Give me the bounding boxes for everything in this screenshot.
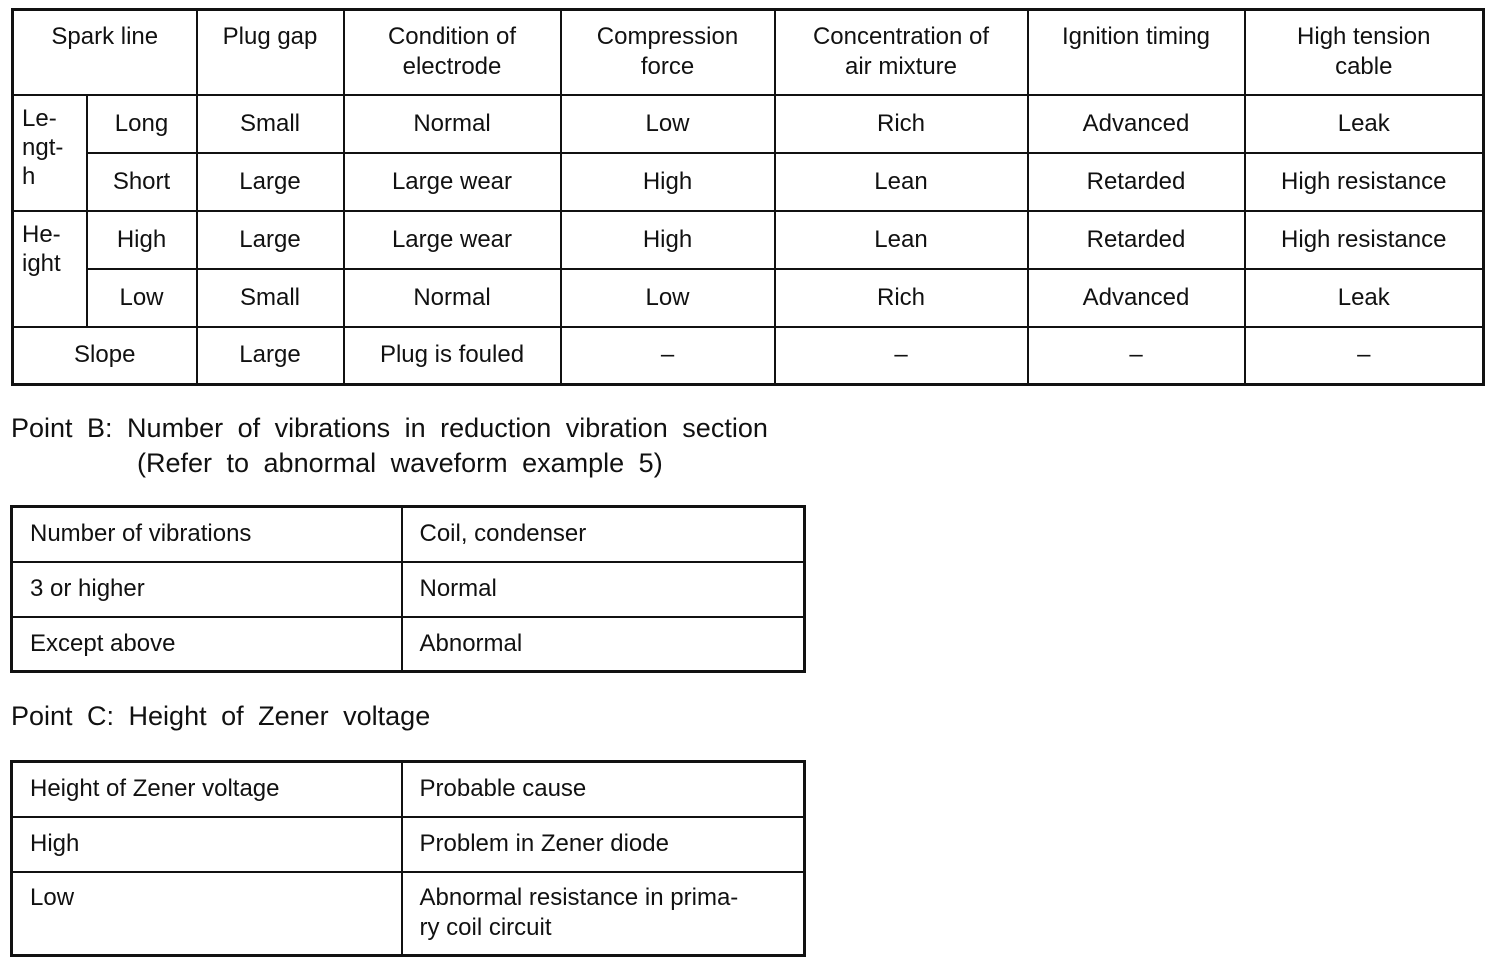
header-spark-line: Spark line [13, 10, 197, 95]
table-cell: Large wear [344, 153, 561, 211]
table-cell: Low [561, 269, 775, 327]
table-row [12, 872, 805, 956]
table-cell: Retarded [1028, 153, 1245, 211]
table-cell: Rich [775, 95, 1028, 153]
table-row [12, 617, 805, 672]
table-cell: Low [561, 95, 775, 153]
table-header-row [13, 10, 1484, 95]
header-plug-gap: Plug gap [197, 10, 344, 95]
sub-label: Short [87, 153, 197, 211]
group-label-height: He- ight [13, 211, 87, 327]
point-c-heading: Point C: Height of Zener voltage [11, 701, 431, 731]
table-cell: Retarded [1028, 211, 1245, 269]
zener-voltage-table [10, 760, 806, 957]
table-cell: – [1245, 327, 1484, 385]
table-cell: High [561, 211, 775, 269]
sub-label: Low [87, 269, 197, 327]
table-cell: Lean [775, 153, 1028, 211]
table-cell: Lean [775, 211, 1028, 269]
table-cell: – [775, 327, 1028, 385]
table-cell: Rich [775, 269, 1028, 327]
table-cell: Problem in Zener diode [402, 817, 805, 872]
spark-line-diagnosis-table [11, 8, 1485, 386]
table-cell: Large [197, 327, 344, 385]
table-cell: Large [197, 211, 344, 269]
table-cell: Normal [402, 562, 805, 617]
header-concentration-of-air-mixture: Concentration of air mixture [775, 10, 1028, 95]
table-row [13, 153, 1484, 211]
table-cell: High resistance [1245, 153, 1484, 211]
table-cell: High resistance [1245, 211, 1484, 269]
table-cell: Leak [1245, 95, 1484, 153]
table-cell: 3 or higher [12, 562, 402, 617]
table-row [12, 817, 805, 872]
sub-label: Long [87, 95, 197, 153]
table-row [12, 562, 805, 617]
table-cell: Small [197, 95, 344, 153]
table-row [13, 269, 1484, 327]
header-coil-condenser: Coil, condenser [402, 507, 805, 562]
header-ignition-timing: Ignition timing [1028, 10, 1245, 95]
sub-label: High [87, 211, 197, 269]
point-b-heading: Point B: Number of vibrations in reduction vibration section [11, 413, 768, 443]
header-compression-force: Compression force [561, 10, 775, 95]
table-cell: Leak [1245, 269, 1484, 327]
table-row-slope [13, 327, 1484, 385]
table-cell: High [561, 153, 775, 211]
table-cell: Plug is fouled [344, 327, 561, 385]
header-number-of-vibrations: Number of vibrations [12, 507, 402, 562]
table-cell: Small [197, 269, 344, 327]
table-cell: Except above [12, 617, 402, 672]
table-cell: Normal [344, 95, 561, 153]
table-header-row [12, 762, 805, 817]
table-row [13, 211, 1484, 269]
header-condition-of-electrode: Condition of electrode [344, 10, 561, 95]
table-cell: Abnormal [402, 617, 805, 672]
header-high-tension-cable: High tension cable [1245, 10, 1484, 95]
table-cell: Normal [344, 269, 561, 327]
vibration-count-table [10, 505, 806, 673]
table-row [13, 95, 1484, 153]
table-cell: Advanced [1028, 95, 1245, 153]
table-cell: Large wear [344, 211, 561, 269]
group-label-length: Le- ngt- h [13, 95, 87, 211]
table-cell: – [1028, 327, 1245, 385]
header-probable-cause: Probable cause [402, 762, 805, 817]
point-b-reference: (Refer to abnormal waveform example 5) [137, 448, 663, 478]
slope-label: Slope [13, 327, 197, 385]
table-header-row [12, 507, 805, 562]
table-cell: Low [12, 872, 402, 956]
table-cell: Large [197, 153, 344, 211]
table-cell: – [561, 327, 775, 385]
table-cell: High [12, 817, 402, 872]
table-cell: Advanced [1028, 269, 1245, 327]
table-cell: Abnormal resistance in prima- ry coil circuit [402, 872, 805, 956]
header-height-of-zener-voltage: Height of Zener voltage [12, 762, 402, 817]
